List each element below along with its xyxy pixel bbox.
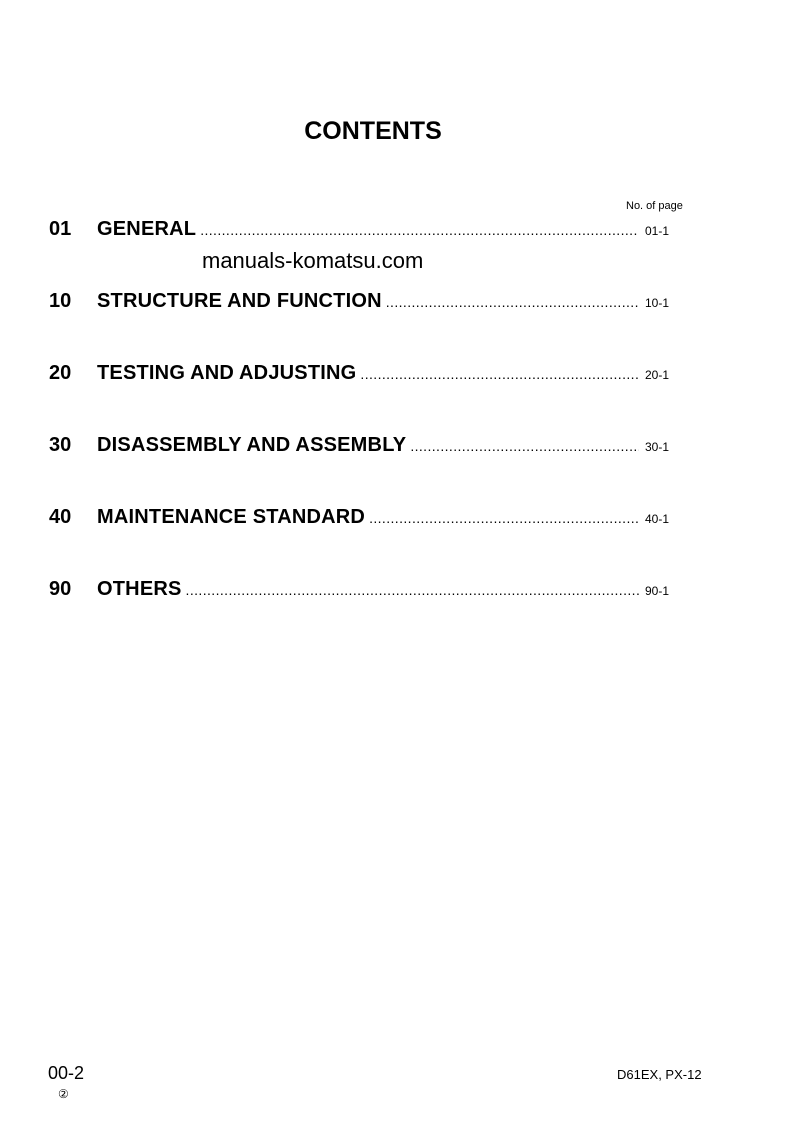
section-name: DISASSEMBLY AND ASSEMBLY — [97, 434, 407, 456]
section-page: 30-1 — [645, 440, 670, 454]
toc-entry[interactable] — [49, 434, 679, 458]
section-name: TESTING AND ADJUSTING — [97, 362, 357, 384]
leader-dots — [186, 582, 639, 598]
section-number: 40 — [49, 506, 72, 528]
section-name: STRUCTURE AND FUNCTION — [97, 290, 382, 312]
section-page: 01-1 — [645, 224, 670, 238]
section-page: 20-1 — [645, 368, 670, 382]
page-column-header: No. of page — [626, 200, 683, 212]
section-number: 90 — [49, 578, 72, 600]
section-number: 20 — [49, 362, 72, 384]
leader-dots — [360, 366, 639, 382]
leader-dots — [200, 222, 639, 238]
section-page: 90-1 — [645, 584, 670, 598]
section-number: 30 — [49, 434, 72, 456]
toc-entry[interactable] — [49, 362, 679, 386]
section-name: OTHERS — [97, 578, 182, 600]
footer-revision-mark: ② — [58, 1087, 69, 1101]
page-title: CONTENTS — [304, 117, 442, 145]
section-name: MAINTENANCE STANDARD — [97, 506, 366, 528]
section-page: 10-1 — [645, 296, 670, 310]
footer-page-number: 00-2 — [48, 1063, 85, 1083]
section-number: 10 — [49, 290, 72, 312]
section-number: 01 — [49, 218, 72, 240]
leader-dots — [410, 438, 639, 454]
section-name: GENERAL — [97, 218, 197, 240]
toc-entry[interactable] — [49, 506, 679, 530]
watermark: manuals-komatsu.com — [202, 248, 424, 273]
section-page: 40-1 — [645, 512, 670, 526]
footer-model: D61EX, PX-12 — [617, 1067, 702, 1082]
leader-dots — [386, 294, 639, 310]
toc-entry[interactable] — [49, 290, 679, 314]
leader-dots — [369, 510, 639, 526]
toc-entry[interactable] — [49, 578, 679, 602]
toc-entry[interactable] — [49, 218, 679, 242]
